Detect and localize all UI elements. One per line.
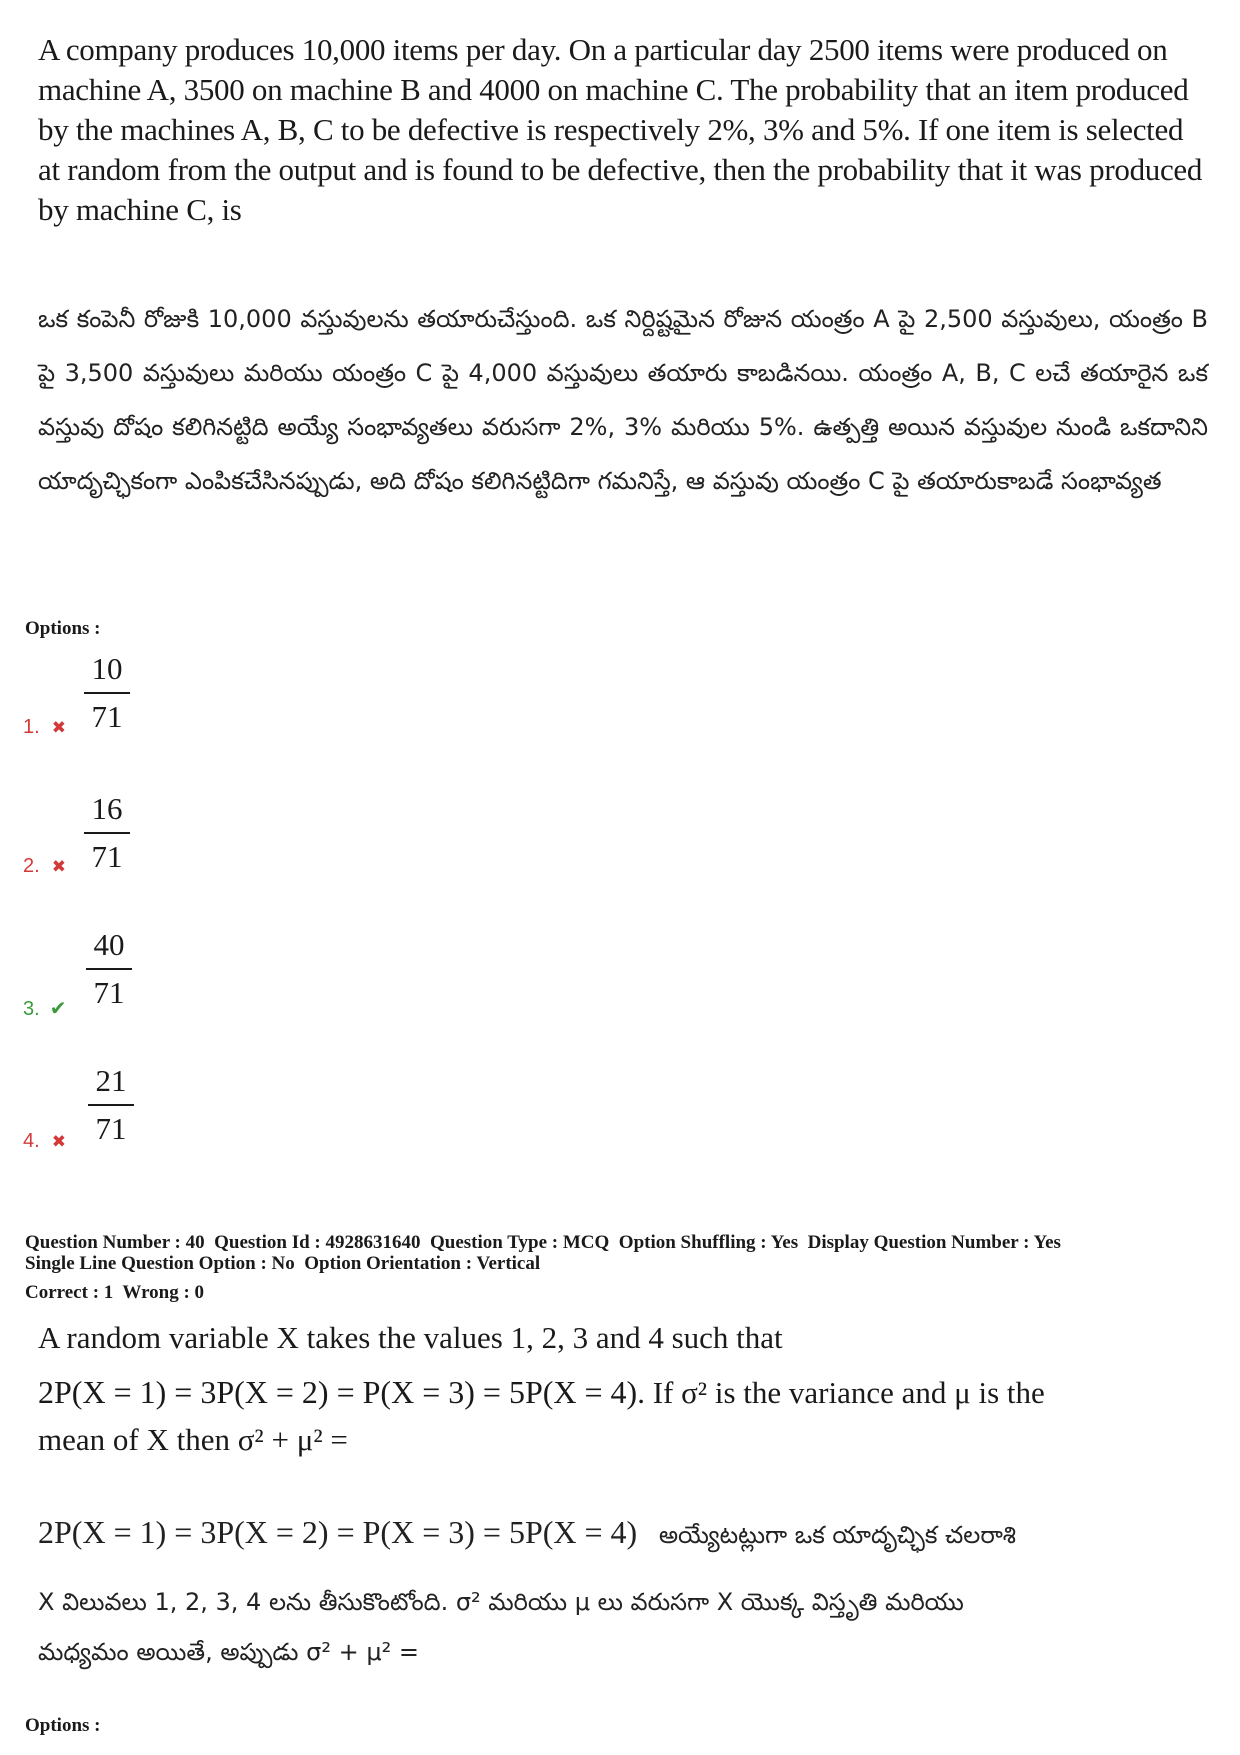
option-1-number: 1. xyxy=(23,716,40,738)
question-2-english-line-2 xyxy=(38,1370,1208,1415)
option-2-number: 2. xyxy=(23,855,40,877)
cross-icon: ✖ xyxy=(51,857,66,877)
option-2-denominator: 71 xyxy=(91,839,123,874)
question-1-telugu-text: ఒక కంపెనీ రోజుకి 10,000 వస్తువులను తయారుచేస్తుంది. ఒక నిర్దిష్టమైన రోజున యంత్రం A పై 2,500 వస్తువులు, యంత్రం B పై 3,500 వస్తువులు మరియు యంత్రం C పై 4,000 వస్తువులు తయారు కాబడినయి. యంత్రం A, B, C లచే తయారైన ఒక వస్తువు దోషం కలిగినట్టిది అయ్యే సంభావ్యతలు వరుసగా 2%, 3% మరియు 5%. ఉత్పత్తి అయిన వస్తువుల నుండి ఒకదానిని యాదృచ్ఛికంగా ఎంపికచేసినప్పుడు, అది దోషం కలిగినట్టిదిగా గమనిస్తే, ఆ వస్తువు యంత్రం C పై తయారుకాబడే సంభావ్యత xyxy=(38,305,1208,495)
option-1-numerator: 10 xyxy=(84,652,130,694)
question-2-telugu-line-3: మధ్యమం అయితే, అప్పుడు σ² + μ² = xyxy=(38,1638,419,1666)
option-3-marker xyxy=(23,996,66,1021)
option-4-marker xyxy=(23,1130,66,1153)
option-2-marker xyxy=(23,855,66,878)
question-2-telugu-line-1 xyxy=(38,1510,1208,1557)
cross-icon: ✖ xyxy=(51,1132,66,1152)
option-1-fraction[interactable] xyxy=(84,652,130,734)
question-meta-line-1: Question Number : 40 Question Id : 4928631640 Question Type : MCQ Option Shuffling : Yes Display Question Number : Yes xyxy=(25,1232,1061,1253)
option-3-number: 3. xyxy=(23,998,40,1020)
option-3-fraction[interactable] xyxy=(86,928,132,1010)
probability-equation-telugu: 2P(X = 1) = 3P(X = 2) = P(X = 3) = 5P(X = 4) xyxy=(38,1514,638,1550)
option-1-marker xyxy=(23,716,66,739)
question-2-english-line-3: mean of X then σ² + μ² = xyxy=(38,1422,348,1457)
option-3-denominator: 71 xyxy=(93,975,125,1010)
check-icon: ✔ xyxy=(49,996,67,1020)
question-2-english-line-1: A random variable X takes the values 1, 2, 3 and 4 such that xyxy=(38,1320,783,1355)
probability-equation: 2P(X = 1) = 3P(X = 2) = P(X = 3) = 5P(X = 4) xyxy=(38,1374,638,1410)
question-2-english-line-2-rest: . If σ² is the variance and μ is the xyxy=(637,1375,1045,1410)
question-2-telugu-line-2: X విలువలు 1, 2, 3, 4 లను తీసుకొంటోంది. σ² మరియు μ లు వరుసగా X యొక్క విస్తృతి మరియు xyxy=(38,1588,964,1616)
option-3-numerator: 40 xyxy=(86,928,132,970)
question-meta-line-2: Single Line Question Option : No Option Orientation : Vertical xyxy=(25,1253,541,1274)
option-2-numerator: 16 xyxy=(84,792,130,834)
option-4-fraction[interactable] xyxy=(88,1064,134,1146)
options-label-2: Options : xyxy=(25,1715,101,1736)
options-label: Options : xyxy=(25,618,101,639)
cross-icon: ✖ xyxy=(51,718,66,738)
question-2-telugu-line-1-rest: అయ్యేటట్లుగా ఒక యాదృచ్ఛిక చలరాశి xyxy=(658,1521,1017,1549)
option-4-denominator: 71 xyxy=(95,1111,127,1146)
question-marks: Correct : 1 Wrong : 0 xyxy=(25,1282,205,1303)
option-1-denominator: 71 xyxy=(91,699,123,734)
question-1-english-text: A company produces 10,000 items per day. On a particular day 2500 items were produced on machine A, 3500 on machine B and 4000 on machine C. The probability that an item produced by the machines A, B, C to be defective is respectively 2%, 3% and 5%. If one item is selected at random from the output and is found to be defective, then the probability that it was produced by machine C, is xyxy=(38,32,1203,227)
option-4-number: 4. xyxy=(23,1130,40,1152)
option-2-fraction[interactable] xyxy=(84,792,130,874)
option-4-numerator: 21 xyxy=(88,1064,134,1106)
